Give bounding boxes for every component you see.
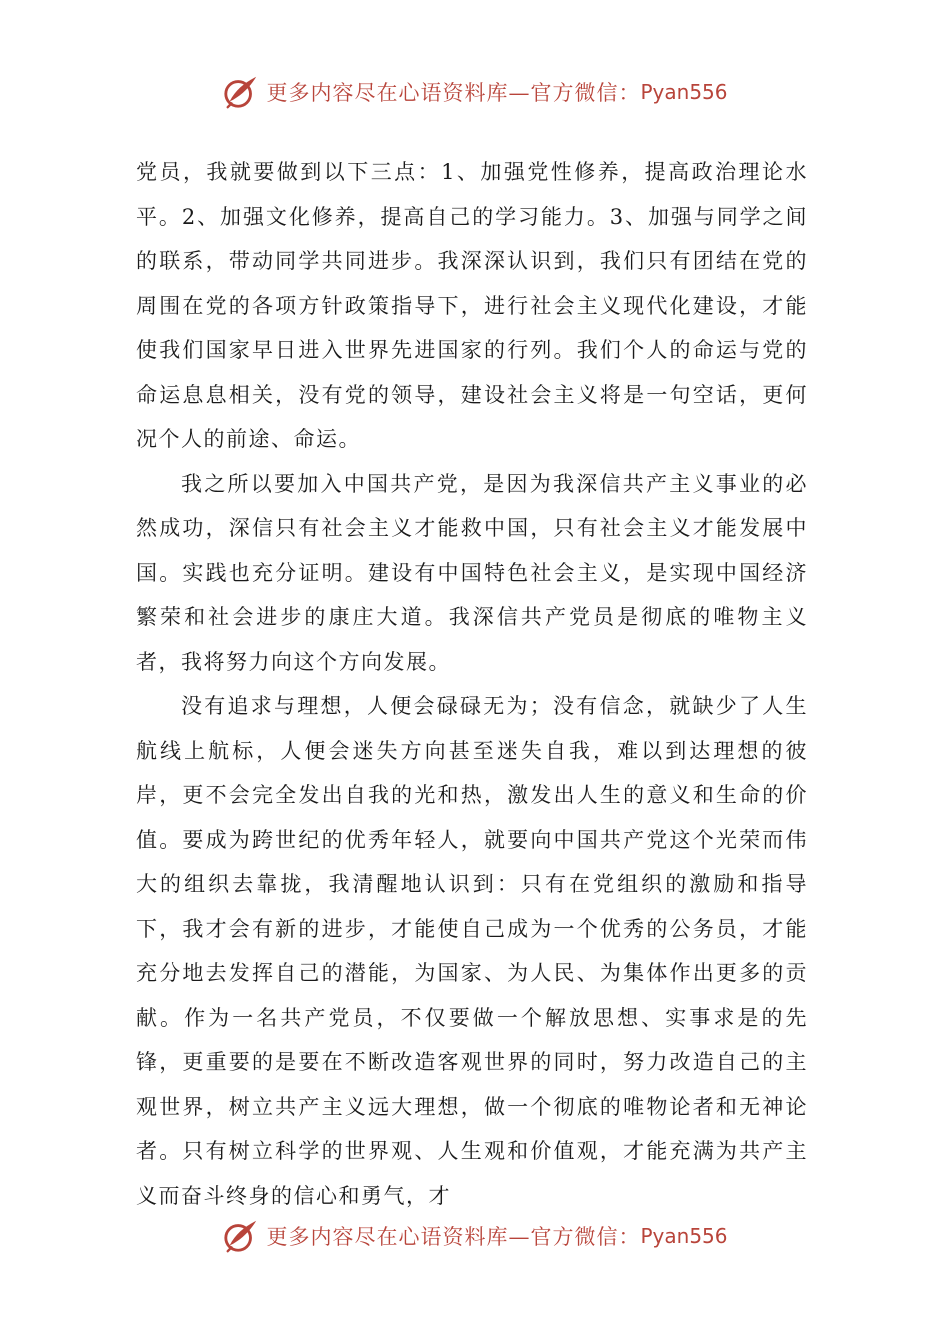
- footer-watermark-banner: [0, 1214, 950, 1258]
- banner-text: 更多内容尽在心语资料库—官方微信：: [266, 1225, 641, 1249]
- paragraph-1: 党员，我就要做到以下三点：1、加强党性修养，提高政治理论水平。2、加强文化修养，提高自己的学习能力。3、加强与同学之间的联系，带动同学共同进步。我深深认识到，我们只有团结在党的周围在党的各项方针政策指导下，进行社会主义现代化建设，才能使我们国家早日进入世界先进国家的行列。我们个人的命运与党的命运息息相关，没有党的领导，建设社会主义将是一句空话，更何况个人的前途、命运。: [136, 160, 808, 451]
- quill-ink-logo-icon: [222, 1217, 260, 1255]
- quill-ink-logo-icon: [222, 73, 260, 111]
- banner-text: 更多内容尽在心语资料库—官方微信：: [266, 81, 641, 105]
- banner-wechat-id: Pyan556: [640, 1224, 728, 1248]
- paragraph-2: 我之所以要加入中国共产党，是因为我深信共产主义事业的必然成功，深信只有社会主义才能救中国，只有社会主义才能发展中国。实践也充分证明。建设有中国特色社会主义，是实现中国经济繁荣和社会进步的康庄大道。我深信共产党员是彻底的唯物主义者，我将努力向这个方向发展。: [136, 471, 808, 674]
- document-body: [136, 150, 808, 1218]
- banner-wechat-id: Pyan556: [640, 80, 728, 104]
- paragraph-3: 没有追求与理想，人便会碌碌无为；没有信念，就缺少了人生航线上航标，人便会迷失方向甚至迷失自我，难以到达理想的彼岸，更不会完全发出自我的光和热，激发出人生的意义和生命的价值。要成为跨世纪的优秀年轻人，就要向中国共产党这个光荣而伟大的组织去靠拢，我清醒地认识到：只有在党组织的激励和指导下，我才会有新的进步，才能使自己成为一个优秀的公务员，才能充分地去发挥自己的潜能，为国家、为人民、为集体作出更多的贡献。作为一名共产党员，不仅要做一个解放思想、实事求是的先锋，更重要的是要在不断改造客观世界的同时，努力改造自己的主观世界，树立共产主义远大理想，做一个彻底的唯物论者和无神论者。只有树立科学的世界观、人生观和价值观，才能充满为共产主义而奋斗终身的信心和勇气，才: [136, 694, 808, 1208]
- header-watermark-banner: [0, 70, 950, 114]
